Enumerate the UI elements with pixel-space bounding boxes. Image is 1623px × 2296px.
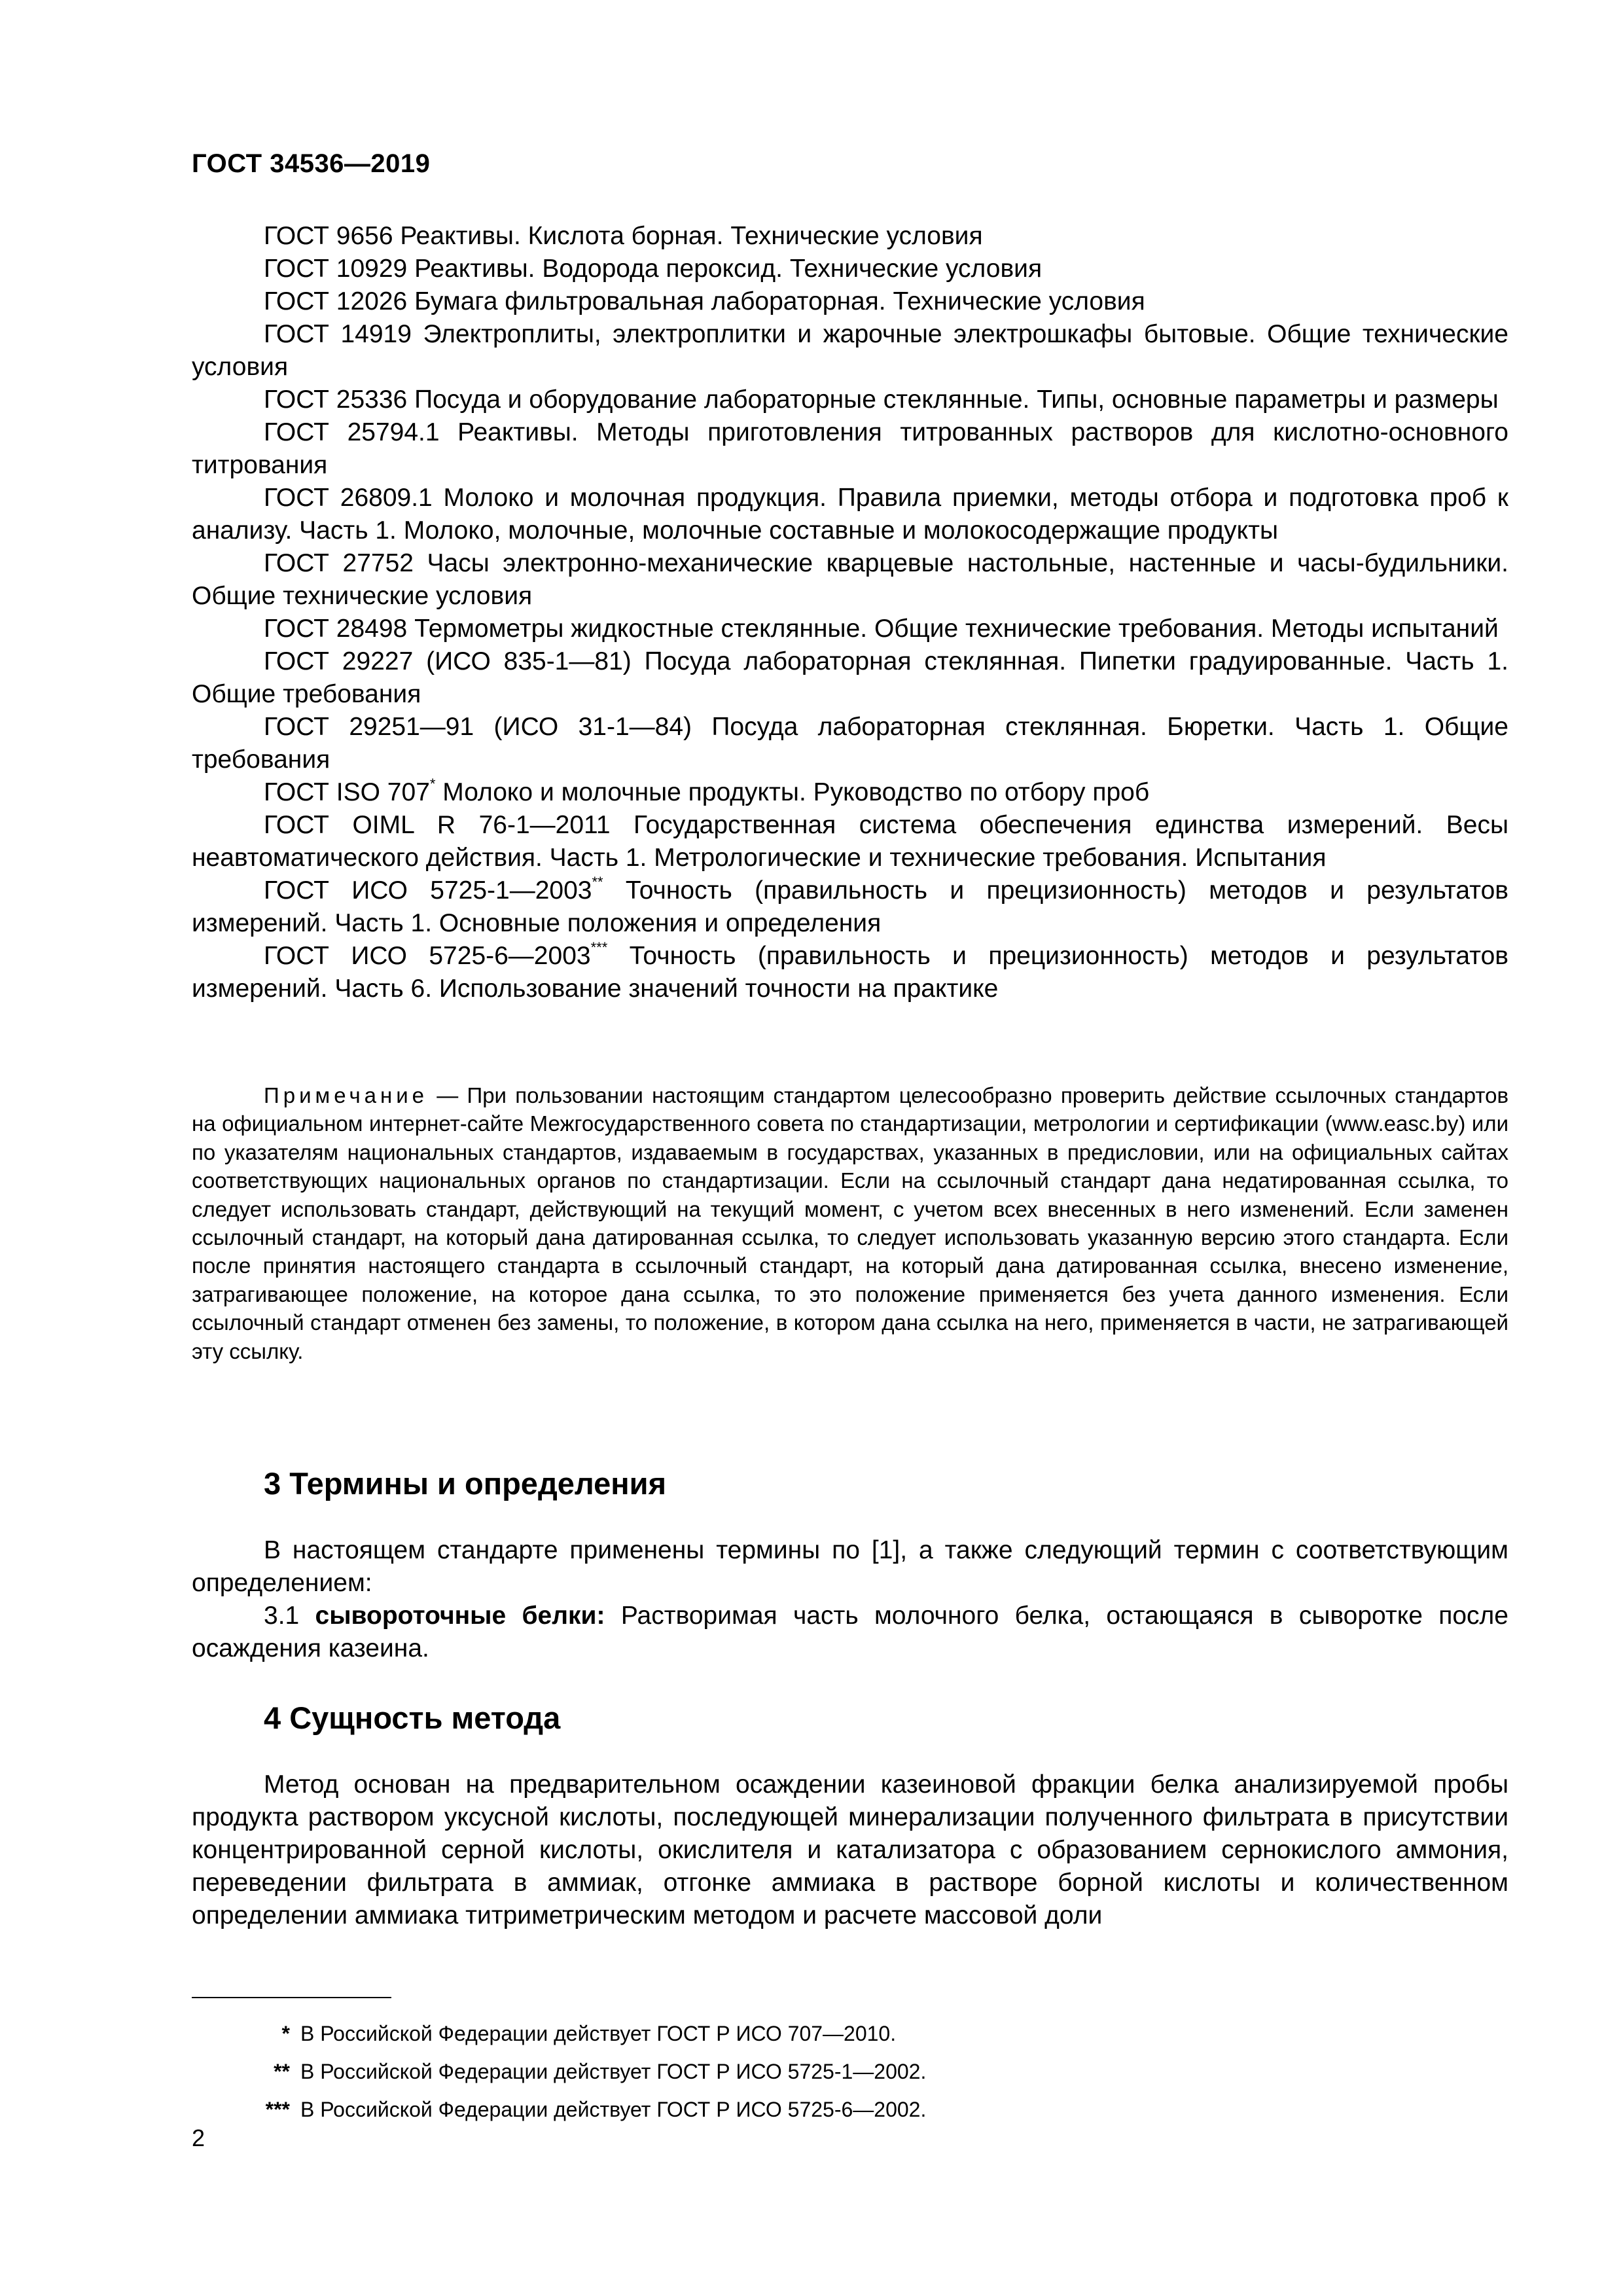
- reference-item: ГОСТ 26809.1 Молоко и молочная продукция. Правила приемки, методы отбора и подготовка проб к анализу. Часть 1. Молоко, молочные, молочные составные и молокосодержащие продукты: [192, 484, 1508, 545]
- normative-references-list: [192, 220, 1508, 1005]
- reference-title: Молоко и молочные продукты. Руководство по отбору проб: [435, 778, 1150, 806]
- reference-item: ГОСТ 29251—91 (ИСО 31-1—84) Посуда лабораторная стеклянная. Бюретки. Часть 1. Общие требования: [192, 713, 1508, 774]
- footnote-mark: **: [274, 2060, 290, 2083]
- section-heading: 4 Сущность метода: [264, 1700, 561, 1735]
- reference-item: ГОСТ 14919 Электроплиты, электроплитки и жарочные электрошкафы бытовые. Общие технические условия: [192, 320, 1508, 381]
- section-intro: В настоящем стандарте применены термины по [1], а также следующий термин с соответствующим определением:: [192, 1536, 1508, 1597]
- reference-item: [192, 940, 1508, 1005]
- reference-item: ГОСТ 27752 Часы электронно-механические кварцевые настольные, настенные и часы-будильники. Общие технические условия: [192, 549, 1508, 610]
- footnote: [192, 2090, 926, 2128]
- reference-title: Точность (правильность и прецизионность) методов и результатов измерений. Часть 1. Основные положения и определения: [192, 876, 1509, 937]
- term-number: 3.1: [264, 1602, 315, 1630]
- footnote-marker: ***: [590, 939, 608, 956]
- section-method: [192, 1695, 1508, 1932]
- note-block: [192, 1081, 1508, 1365]
- footnote-divider: [192, 1997, 391, 1998]
- reference-item: ГОСТ 29227 (ИСО 835-1—81) Посуда лабораторная стеклянная. Пипетки градуированные. Часть 1. Общие требования: [192, 647, 1508, 708]
- reference-item: ГОСТ 25336 Посуда и оборудование лабораторные стеклянные. Типы, основные параметры и размеры: [264, 386, 1499, 414]
- term-text: Растворимая часть молочного белка, остающаяся в сыворотке после осаждения казеина.: [192, 1602, 1508, 1662]
- note-text: — При пользовании настоящим стандартом целесообразно проверить действие ссылочных стандартов на официальном интернет-сайте Межгосударственного совета по стандартизации, метрологии и сертификации (www.easc.by) или по указателям национальных стандартов, издаваемым в государствах, указанных в предисловии, или на официальных сайтах соответствующих национальных органов по стандартизации. Если на ссылочный стандарт дана недатированная ссылка, то следует использовать стандарт, действующий на текущий момент, с учетом всех внесенных в него изменений. Если заменен ссылочный стандарт, на который дана датированная ссылка, то следует использовать указанную версию этого стандарта. Если после принятия настоящего стандарта в ссылочный стандарт, на который дана датированная ссылка, внесено изменение, затрагивающее положение, на которое дана ссылка, то это положение применяется без учета данного изменения. Если ссылочный стандарт отменен без замены, то положение, в котором дана ссылка на него, применяется в части, не затрагивающей эту ссылку.: [192, 1083, 1508, 1363]
- reference-item: [192, 776, 1508, 809]
- reference-item: ГОСТ 9656 Реактивы. Кислота борная. Технические условия: [264, 222, 983, 250]
- reference-item: ГОСТ 12026 Бумага фильтровальная лабораторная. Технические условия: [264, 287, 1145, 315]
- footnote-marker: *: [429, 776, 436, 792]
- section-heading: 3 Термины и определения: [264, 1466, 666, 1501]
- footnote-mark: *: [281, 2022, 290, 2045]
- reference-item: ГОСТ 25794.1 Реактивы. Методы приготовления титрованных растворов для кислотно-основного титрования: [192, 418, 1508, 479]
- footnote-text: В Российской Федерации действует ГОСТ Р ИСО 5725-6—2002.: [300, 2098, 927, 2121]
- method-paragraph: Метод основан на предварительном осаждении казеиновой фракции белка анализируемой пробы продукта раствором уксусной кислоты, последующей минерализации полученного фильтрата в присутствии концентрированной серной кислоты, окислителя и катализатора с образованием сернокислого аммония, переведении фильтрата в аммиак, отгонке аммиака в растворе борной кислоты и количественном определении аммиака титриметрическим методом и расчете массовой доли: [192, 1770, 1508, 1929]
- note-paragraph: [192, 1081, 1508, 1365]
- footnotes: [192, 2015, 926, 2128]
- note-label: Примечание: [264, 1083, 429, 1107]
- section-terms: [192, 1461, 1508, 1665]
- reference-code: ГОСТ ISO 707: [264, 778, 430, 806]
- footnote-marker: **: [592, 874, 603, 890]
- reference-item: ГОСТ OIML R 76-1—2011 Государственная система обеспечения единства измерений. Весы неавтоматического действия. Часть 1. Метрологические и технические требования. Испытания: [192, 811, 1508, 872]
- term-definition: [192, 1600, 1508, 1665]
- reference-item: ГОСТ 28498 Термометры жидкостные стеклянные. Общие технические требования. Методы испытаний: [264, 615, 1499, 643]
- reference-item: [192, 874, 1508, 940]
- reference-title: Точность (правильность и прецизионность) методов и результатов измерений. Часть 6. Использование значений точности на практике: [192, 942, 1509, 1003]
- page-number: 2: [192, 2125, 205, 2151]
- footnote: [192, 2053, 926, 2090]
- reference-code: ГОСТ ИСО 5725-1—2003: [264, 876, 592, 905]
- footnote: [192, 2015, 926, 2053]
- footnote-mark: ***: [265, 2098, 290, 2121]
- term-name: сывороточные белки:: [315, 1602, 605, 1630]
- footnote-text: В Российской Федерации действует ГОСТ Р ИСО 5725-1—2002.: [300, 2060, 927, 2083]
- reference-code: ГОСТ ИСО 5725-6—2003: [264, 942, 591, 970]
- footnote-text: В Российской Федерации действует ГОСТ Р ИСО 707—2010.: [300, 2022, 897, 2045]
- document-header: ГОСТ 34536—2019: [192, 149, 431, 178]
- reference-item: ГОСТ 10929 Реактивы. Водорода пероксид. Технические условия: [264, 255, 1043, 283]
